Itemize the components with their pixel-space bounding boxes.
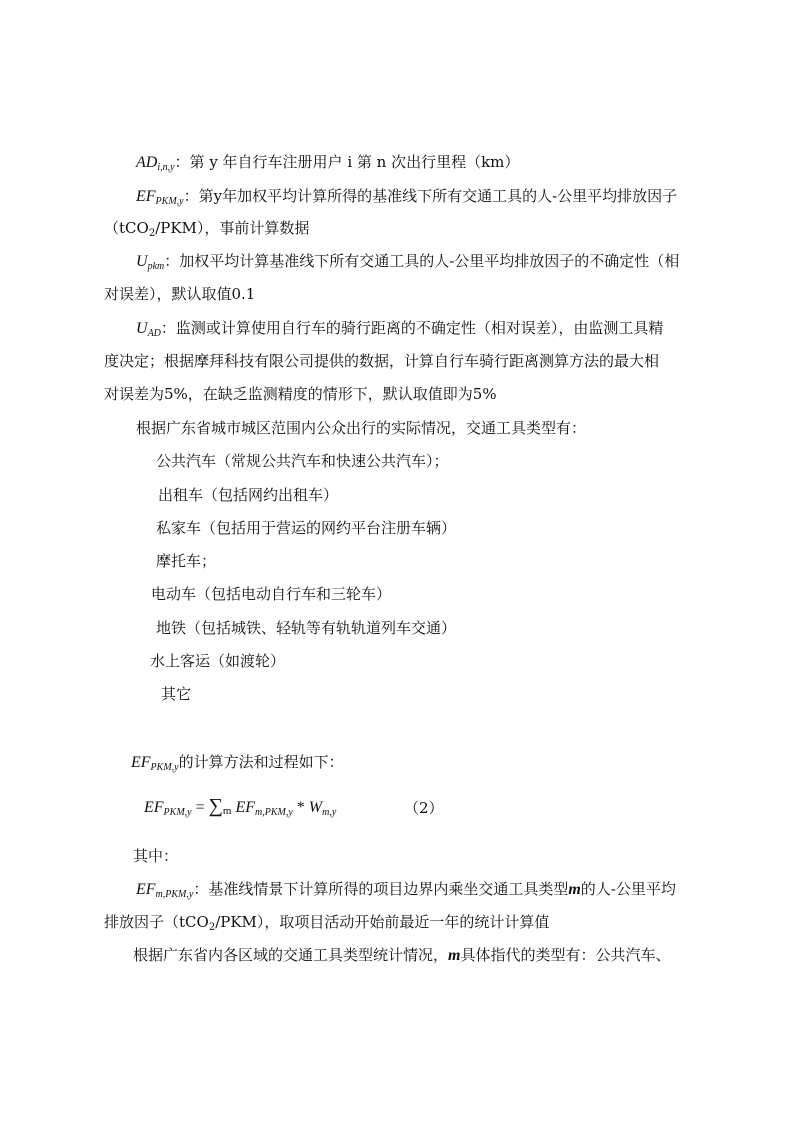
vehicle-type-item: 水上客运（如渡轮） — [150, 652, 286, 670]
var-ef-m-sub: m,PKM,y — [155, 889, 194, 900]
last-line — [133, 945, 670, 966]
definition-u-ad — [136, 318, 663, 344]
eq-sign: = — [191, 799, 209, 816]
eq-lhs: EF — [144, 799, 164, 816]
eq-term: EF — [235, 799, 255, 816]
definition-u-ad-line3 — [104, 384, 497, 404]
definition-u-ad-line2 — [104, 351, 659, 371]
definition-ef-text-2a: （tCO — [104, 219, 149, 237]
definition-ef-m-line2 — [104, 912, 549, 938]
definition-ef-m — [136, 879, 676, 905]
vehicle-type-item: 摩托车； — [156, 552, 217, 570]
eq-sum-sub: m — [222, 805, 232, 817]
var-u-pkm-sub: pkm — [147, 261, 165, 272]
vehicle-type-item: 地铁（包括城铁、轻轨等有轨轨道列车交通） — [156, 619, 457, 637]
method-var: EF — [131, 754, 151, 771]
intro-text: 根据广东省城市城区范围内公众出行的实际情况，交通工具类型有： — [136, 419, 587, 437]
eq-w-sub: m,y — [322, 807, 337, 818]
definition-ef-pkm-line2 — [104, 218, 309, 244]
eq-term-sub: m,PKM,y — [255, 807, 293, 818]
vehicle-type-item: 出租车（包括网约出租车） — [158, 486, 339, 504]
vehicle-type-item: 公共汽车（常规公共汽车和快速公共汽车）； — [156, 452, 449, 470]
equation-number: （2） — [404, 799, 444, 817]
where-text: 其中： — [133, 847, 179, 865]
definition-u-ad-text-3: 对误差为5%，在缺乏监测精度的情形下，默认取值即为5% — [104, 385, 497, 403]
vehicle-type-item: 其它 — [161, 685, 192, 703]
definition-ef-m-text-1b: 的人-公里平均 — [580, 880, 676, 898]
var-ad: AD — [136, 154, 158, 171]
var-ef-m: EF — [136, 881, 156, 898]
var-u-ad-sub: AD — [147, 328, 161, 339]
definition-ef-pkm — [136, 186, 677, 212]
eq-sum-symbol: ∑ — [208, 795, 223, 817]
method-var-sub: PKM,y — [150, 762, 179, 773]
definition-ef-m-var-m: m — [568, 881, 581, 898]
vehicle-type-item: 电动车（包括电动自行车和三轮车） — [151, 585, 392, 603]
definition-ef-m-text-2-sub: 2 — [208, 922, 216, 933]
definition-u-pkm-line2 — [104, 284, 255, 304]
eq-lhs-sub: PKM,y — [163, 807, 192, 818]
eq-w: W — [308, 799, 323, 816]
eq-times: * — [292, 799, 309, 816]
last-line-a: 根据广东省内各区域的交通工具类型统计情况， — [133, 946, 449, 964]
definition-u-ad-text-2: 度决定；根据摩拜科技有限公司提供的数据，计算自行车骑行距离测算方法的最大相 — [104, 352, 660, 370]
var-u: U — [136, 253, 148, 270]
definition-u-pkm-text-2: 对误差），默认取值0.1 — [104, 285, 256, 303]
var-ad-sub: i,n,y — [157, 162, 175, 173]
definition-u-pkm-text-1: ：加权平均计算基准线下所有交通工具的人-公里平均排放因子的不确定性（相 — [164, 252, 680, 270]
last-line-var-m: m — [448, 947, 461, 964]
definition-u-ad-text-1: ：监测或计算使用自行车的骑行距离的不确定性（相对误差），由监测工具精 — [160, 319, 664, 337]
vehicle-type-item: 私家车（包括用于营运的网约平台注册车辆） — [156, 519, 457, 537]
definition-ef-m-text-2a: 排放因子（tCO — [104, 913, 209, 931]
var-ef-sub: PKM,y — [155, 196, 184, 207]
definition-ef-m-text-1a: ：基准线情景下计算所得的项目边界内乘坐交通工具类型 — [193, 880, 569, 898]
var-u-ad: U — [136, 320, 148, 337]
definition-ef-text-1: ：第y年加权平均计算所得的基准线下所有交通工具的人-公里平均排放因子 — [183, 187, 678, 205]
definition-ef-m-text-2b: /PKM），取项目活动开始前最近一年的统计计算值 — [215, 913, 550, 931]
equation — [144, 796, 336, 823]
method-text — [131, 752, 344, 778]
var-ef: EF — [136, 188, 156, 205]
method-desc: 的计算方法和过程如下： — [178, 753, 344, 771]
definition-ad — [136, 152, 519, 178]
definition-ad-text: ：第 y 年自行车注册用户 i 第 n 次出行里程（km） — [174, 153, 520, 171]
definition-ef-text-2-sub: 2 — [148, 228, 156, 239]
last-line-b: 具体指代的类型有：公共汽车、 — [460, 946, 671, 964]
definition-u-pkm — [136, 251, 679, 277]
definition-ef-text-2b: /PKM），事前计算数据 — [155, 219, 310, 237]
